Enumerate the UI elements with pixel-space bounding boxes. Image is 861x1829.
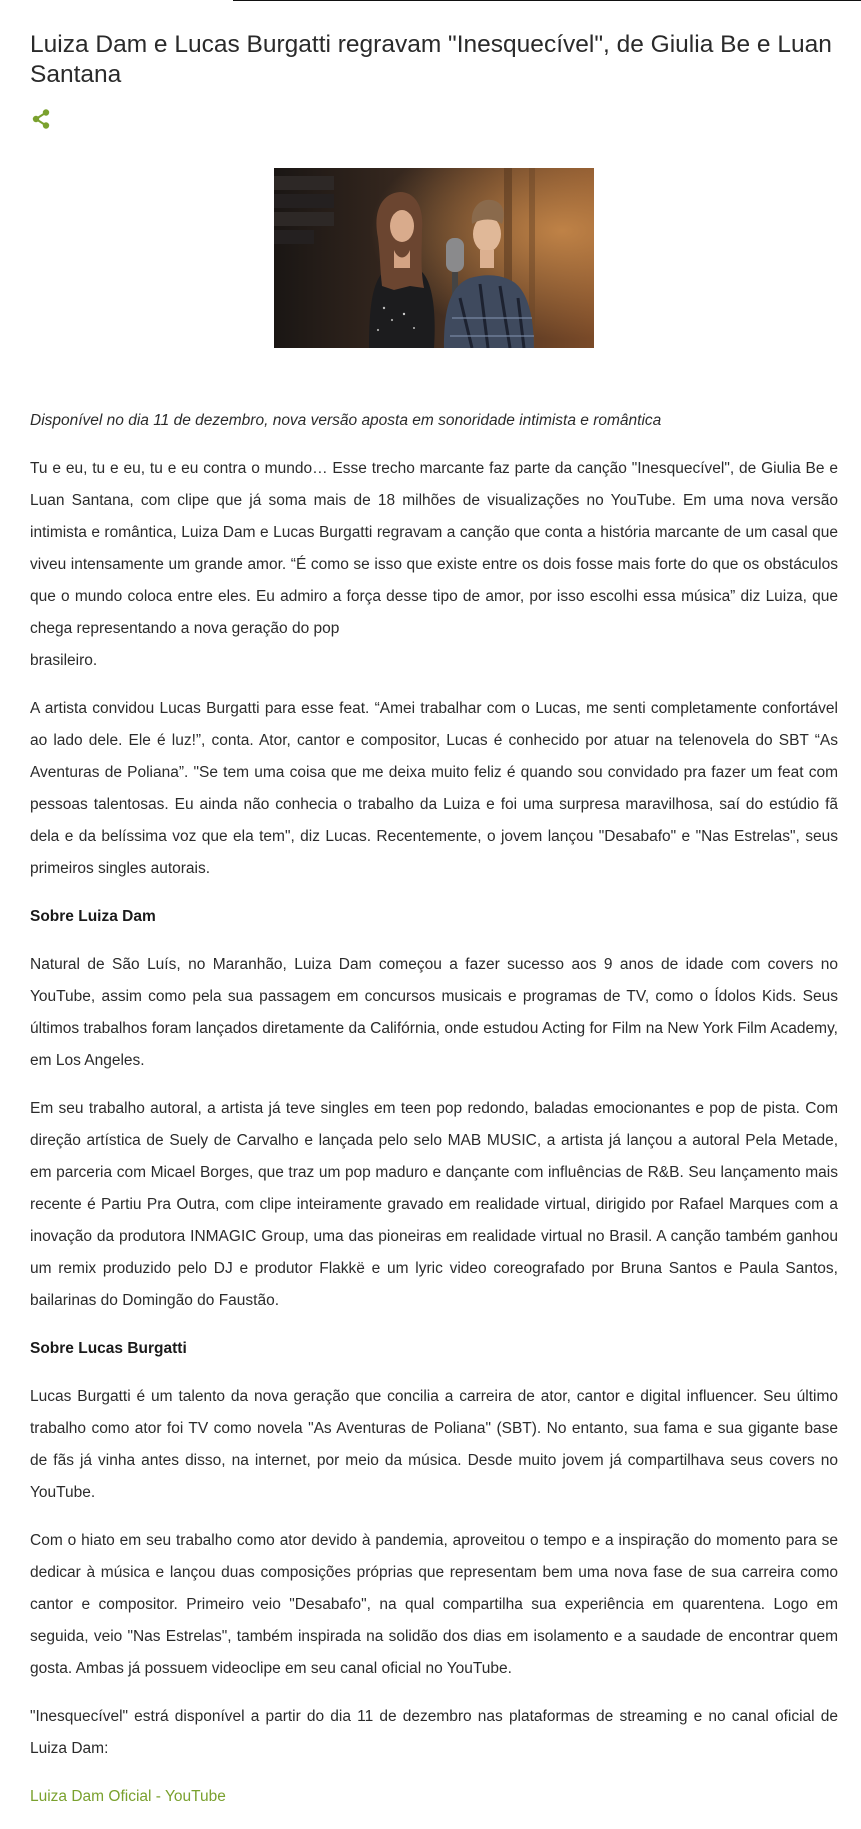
youtube-channel-link[interactable]: Luiza Dam Oficial - YouTube	[30, 1788, 226, 1805]
hero-image	[274, 168, 594, 348]
paragraph: "Inesquecível" estrá disponível a partir do dia 11 de dezembro nas plataformas de streaming e no canal oficial de Luiza Dam:	[30, 1708, 838, 1757]
paragraph: Em seu trabalho autoral, a artista já teve singles em teen pop redondo, baladas emocionantes e pop de pista. Com direção artística de Suely de Carvalho e lançada pelo selo MAB MUSIC, a artista já lançou a autoral Pela Metade, em parceria com Micael Borges, que traz um pop maduro e dançante com influências de R&B. Seu lançamento mais recente é Partiu Pra Outra, com clipe inteiramente gravado em realidade virtual, dirigido por Rafael Marques com a inovação da produtora INMAGIC Group, uma das pioneiras em realidade virtual no Brasil. A canção também ganhou um remix produzido pelo DJ e produtor Flakkë e um lyric video coreografado por Bruna Santos e Paula Santos, bailarinas do Domingão do Faustão.	[30, 1100, 838, 1309]
section-heading-luiza: Sobre Luiza Dam	[30, 908, 156, 925]
paragraph: Natural de São Luís, no Maranhão, Luiza Dam começou a fazer sucesso aos 9 anos de idade com covers no YouTube, assim como pela sua passagem em concursos musicais e programas de TV, como o Ídolos Kids. Seus últimos trabalhos foram lançados diretamente da Califórnia, onde estudou Acting for Film na New York Film Academy, em Los Angeles.	[30, 956, 838, 1069]
link-paragraph	[30, 1781, 838, 1813]
paragraph: Lucas Burgatti é um talento da nova geração que concilia a carreira de ator, cantor e digital influencer. Seu último trabalho como ator foi TV como novela "As Aventuras de Poliana" (SBT). No entanto, sua fama e sua gigante base de fãs já vinha antes disso, na internet, por meio da música. Desde muito jovem já compartilhava seus covers no YouTube.	[30, 1388, 838, 1501]
share-icon[interactable]	[30, 108, 52, 130]
article-lead: Disponível no dia 11 de dezembro, nova versão aposta em sonoridade intimista e romântica	[30, 412, 662, 429]
top-divider	[233, 0, 861, 1]
paragraph-text: Tu e eu, tu e eu, tu e eu contra o mundo… Esse trecho marcante faz parte da canção "Inesquecível", de Giulia Be e Luan Santana, com clipe que já soma mais de 18 milhões de visualizações no YouTube. Em uma nova versão intimista e romântica, Luiza Dam e Lucas Burgatti regravam a canção que conta a história marcante de um casal que viveu intensamente um grande amor. “É como se isso que existe entre os dois fosse mais forte do que os obstáculos que o mundo coloca entre eles. Eu admiro a força desse tipo de amor, por isso escolhi essa música” diz Luiza, que chega representando a nova geração do pop	[30, 460, 838, 637]
paragraph-text: brasileiro.	[30, 652, 98, 669]
article-body	[30, 405, 838, 1829]
article-title: Luiza Dam e Lucas Burgatti regravam "Inesquecível", de Giulia Be e Luan Santana	[30, 31, 832, 88]
section-heading-lucas: Sobre Lucas Burgatti	[30, 1340, 187, 1357]
paragraph: Com o hiato em seu trabalho como ator devido à pandemia, aproveitou o tempo e a inspiração do momento para se dedicar à música e lançou duas composições próprias que representam bem uma nova fase de sua carreira como cantor e compositor. Primeiro veio "Desabafo", na qual compartilha sua experiência em quarentena. Logo em seguida, veio "Nas Estrelas", também inspirada na solidão dos dias em isolamento e a saudade de encontrar quem gosta. Ambas já possuem videoclipe em seu canal oficial no YouTube.	[30, 1532, 838, 1677]
paragraph	[30, 453, 838, 677]
paragraph: A artista convidou Lucas Burgatti para esse feat. “Amei trabalhar com o Lucas, me senti completamente confortável ao lado dele. Ele é luz!”, conta. Ator, cantor e compositor, Lucas é conhecido por atuar na telenovela do SBT “As Aventuras de Poliana”. "Se tem uma coisa que me deixa muito feliz é quando sou convidado pra fazer um feat com pessoas talentosas. Eu ainda não conhecia o trabalho da Luiza e foi uma surpresa maravilhosa, saí do estúdio fã dela e da belíssima voz que ela tem", diz Lucas. Recentemente, o jovem lançou "Desabafo" e "Nas Estrelas", seus primeiros singles autorais.	[30, 700, 838, 877]
